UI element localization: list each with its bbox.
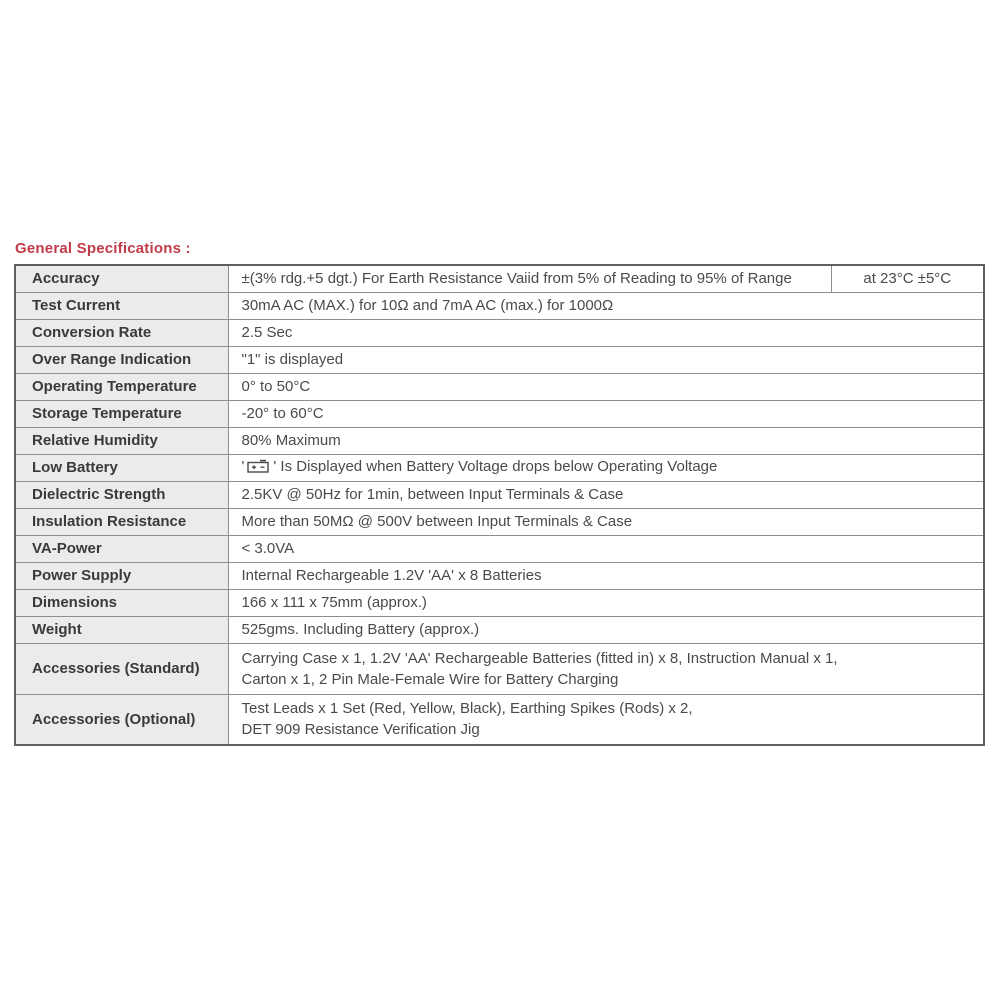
- row-low-battery: [15, 454, 984, 481]
- page-title: General Specifications :: [15, 240, 191, 257]
- row-accuracy: [15, 265, 984, 292]
- value-line-1: Carrying Case x 1, 1.2V 'AA' Rechargeable Batteries (fitted in) x 8, Instruction Manual x 1,: [241, 649, 838, 667]
- spec-label: Operating Temperature: [15, 373, 228, 400]
- spec-label: Weight: [15, 616, 228, 643]
- row-relative-humidity: [15, 427, 984, 454]
- spec-value: 30mA AC (MAX.) for 10Ω and 7mA AC (max.) for 1000Ω: [228, 292, 984, 319]
- spec-value: 2.5 Sec: [228, 319, 984, 346]
- row-power-supply: [15, 562, 984, 589]
- spec-label: Conversion Rate: [15, 319, 228, 346]
- row-weight: [15, 616, 984, 643]
- spec-value: 166 x 111 x 75mm (approx.): [228, 589, 984, 616]
- spec-value: "1" is displayed: [228, 346, 984, 373]
- row-accessories-optional: [15, 694, 984, 745]
- spec-label: Power Supply: [15, 562, 228, 589]
- spec-label: Accessories (Optional): [15, 694, 228, 745]
- spec-label: Over Range Indication: [15, 346, 228, 373]
- spec-label: Storage Temperature: [15, 400, 228, 427]
- quote-open: ': [241, 458, 245, 475]
- row-va-power: [15, 535, 984, 562]
- spec-value: [228, 454, 984, 481]
- row-test-current: [15, 292, 984, 319]
- row-dielectric-strength: [15, 481, 984, 508]
- specifications-table: [14, 264, 985, 746]
- spec-value: 2.5KV @ 50Hz for 1min, between Input Terminals & Case: [228, 481, 984, 508]
- spec-value: -20° to 60°C: [228, 400, 984, 427]
- spec-label: VA-Power: [15, 535, 228, 562]
- spec-value: 80% Maximum: [228, 427, 984, 454]
- row-dimensions: [15, 589, 984, 616]
- spec-value: ±(3% rdg.+5 dgt.) For Earth Resistance Vaiid from 5% of Reading to 95% of Range: [228, 265, 831, 292]
- spec-value: Internal Rechargeable 1.2V 'AA' x 8 Batteries: [228, 562, 984, 589]
- spec-label: Low Battery: [15, 454, 228, 481]
- low-battery-text: Is Displayed when Battery Voltage drops below Operating Voltage: [280, 458, 718, 475]
- spec-label: Dimensions: [15, 589, 228, 616]
- spec-content: [14, 240, 985, 746]
- spec-label: Test Current: [15, 292, 228, 319]
- spec-label: Accessories (Standard): [15, 643, 228, 694]
- value-line-2: DET 909 Resistance Verification Jig: [241, 721, 480, 739]
- spec-value: 0° to 50°C: [228, 373, 984, 400]
- row-accessories-standard: [15, 643, 984, 694]
- row-operating-temperature: [15, 373, 984, 400]
- row-insulation-resistance: [15, 508, 984, 535]
- row-over-range-indication: [15, 346, 984, 373]
- quote-close: ': [273, 458, 277, 475]
- battery-icon: [247, 459, 270, 477]
- spec-value: < 3.0VA: [228, 535, 984, 562]
- row-conversion-rate: [15, 319, 984, 346]
- accuracy-condition-note: at 23°C ±5°C: [831, 265, 984, 292]
- spec-label: Accuracy: [15, 265, 228, 292]
- value-line-2: Carton x 1, 2 Pin Male-Female Wire for Battery Charging: [241, 670, 619, 688]
- spec-value: 525gms. Including Battery (approx.): [228, 616, 984, 643]
- row-storage-temperature: [15, 400, 984, 427]
- spec-label: Relative Humidity: [15, 427, 228, 454]
- spec-label: Dielectric Strength: [15, 481, 228, 508]
- spec-value: [228, 694, 984, 745]
- value-line-1: Test Leads x 1 Set (Red, Yellow, Black), Earthing Spikes (Rods) x 2,: [241, 700, 693, 718]
- spec-value: [228, 643, 984, 694]
- spec-label: Insulation Resistance: [15, 508, 228, 535]
- spec-value: More than 50MΩ @ 500V between Input Terminals & Case: [228, 508, 984, 535]
